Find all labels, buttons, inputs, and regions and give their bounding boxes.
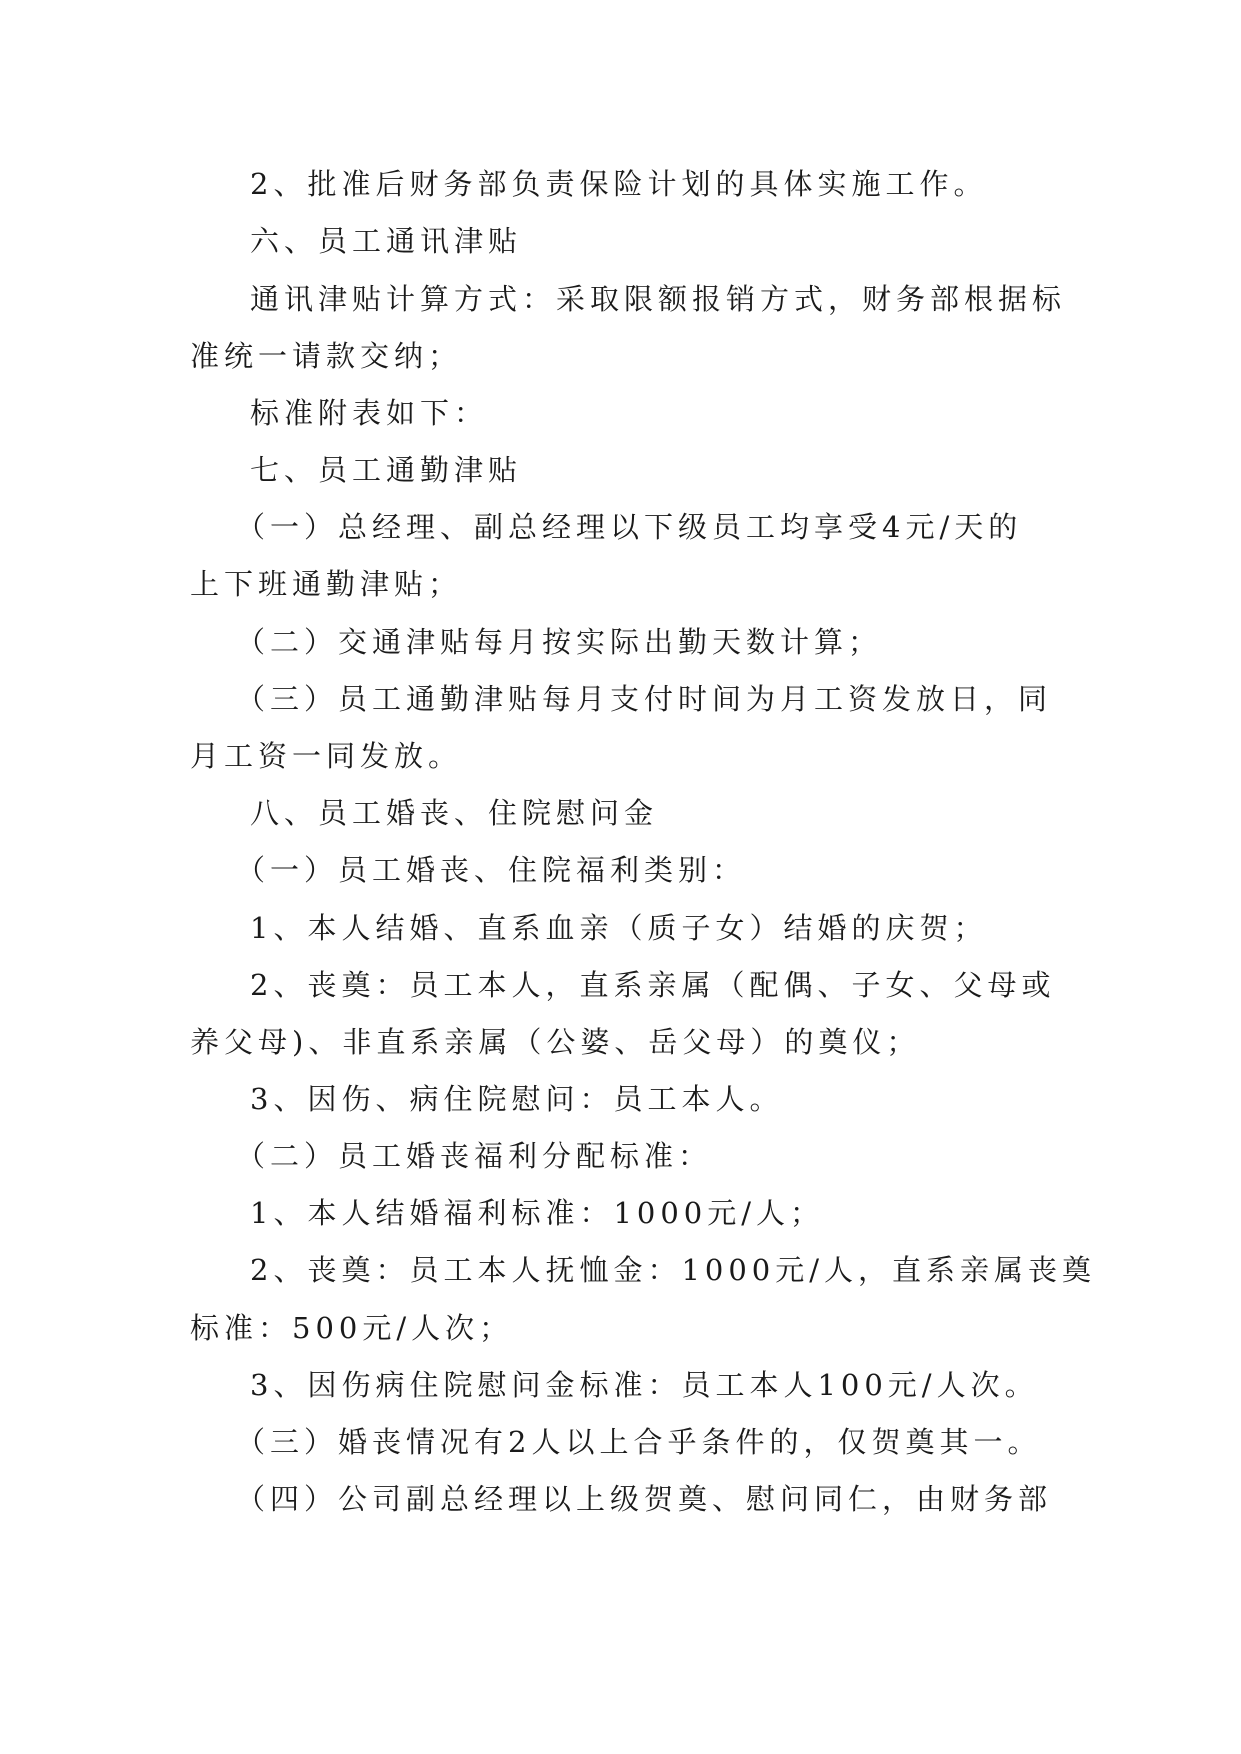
section-heading-7: 七、员工通勤津贴: [250, 453, 523, 487]
text-line-21: 标准：500元/人次；: [190, 1311, 514, 1345]
text-line-22: 3、因伤病住院慰问金标准：员工本人100元/人次。: [250, 1368, 1039, 1402]
section-heading-6: 六、员工通讯津贴: [250, 224, 523, 258]
text-line-23: （三）婚丧情况有2人以上合乎条件的，仅贺奠其一。: [236, 1425, 1042, 1459]
text-line-15: 2、丧奠：员工本人，直系亲属（配偶、子女、父母或: [250, 968, 1056, 1002]
text-line-14: 1、本人结婚、直系血亲（质子女）结婚的庆贺；: [250, 911, 988, 945]
text-line-20: 2、丧奠：员工本人抚恤金：1000元/人，直系亲属丧奠: [250, 1253, 1097, 1287]
text-line-18: （二）员工婚丧福利分配标准：: [236, 1139, 713, 1173]
text-line-13: （一）员工婚丧、住院福利类别：: [236, 853, 747, 887]
text-line-8: 上下班通勤津贴；: [190, 567, 463, 601]
text-line-7: （一）总经理、副总经理以下级员工均享受4元/天的: [236, 510, 1023, 544]
text-line-19: 1、本人结婚福利标准：1000元/人；: [250, 1196, 825, 1230]
text-line-17: 3、因伤、病住院慰问：员工本人。: [250, 1082, 784, 1116]
text-line-24: （四）公司副总经理以上级贺奠、慰问同仁，由财务部: [236, 1482, 1053, 1516]
text-line-10: （三）员工通勤津贴每月支付时间为月工资发放日，同: [236, 682, 1053, 716]
text-line-4: 准统一请款交纳；: [190, 339, 463, 373]
text-line-9: （二）交通津贴每月按实际出勤天数计算；: [236, 625, 883, 659]
text-line-3: 通讯津贴计算方式：采取限额报销方式，财务部根据标: [250, 282, 1067, 316]
text-line-16: 养父母)、非直系亲属（公婆、岳父母）的奠仪；: [190, 1025, 921, 1059]
text-line-5: 标准附表如下：: [250, 396, 489, 430]
text-line-11: 月工资一同发放。: [190, 739, 463, 773]
text-line-1: 2、批准后财务部负责保险计划的具体实施工作。: [250, 167, 988, 201]
section-heading-8: 八、员工婚丧、住院慰问金: [250, 796, 659, 830]
